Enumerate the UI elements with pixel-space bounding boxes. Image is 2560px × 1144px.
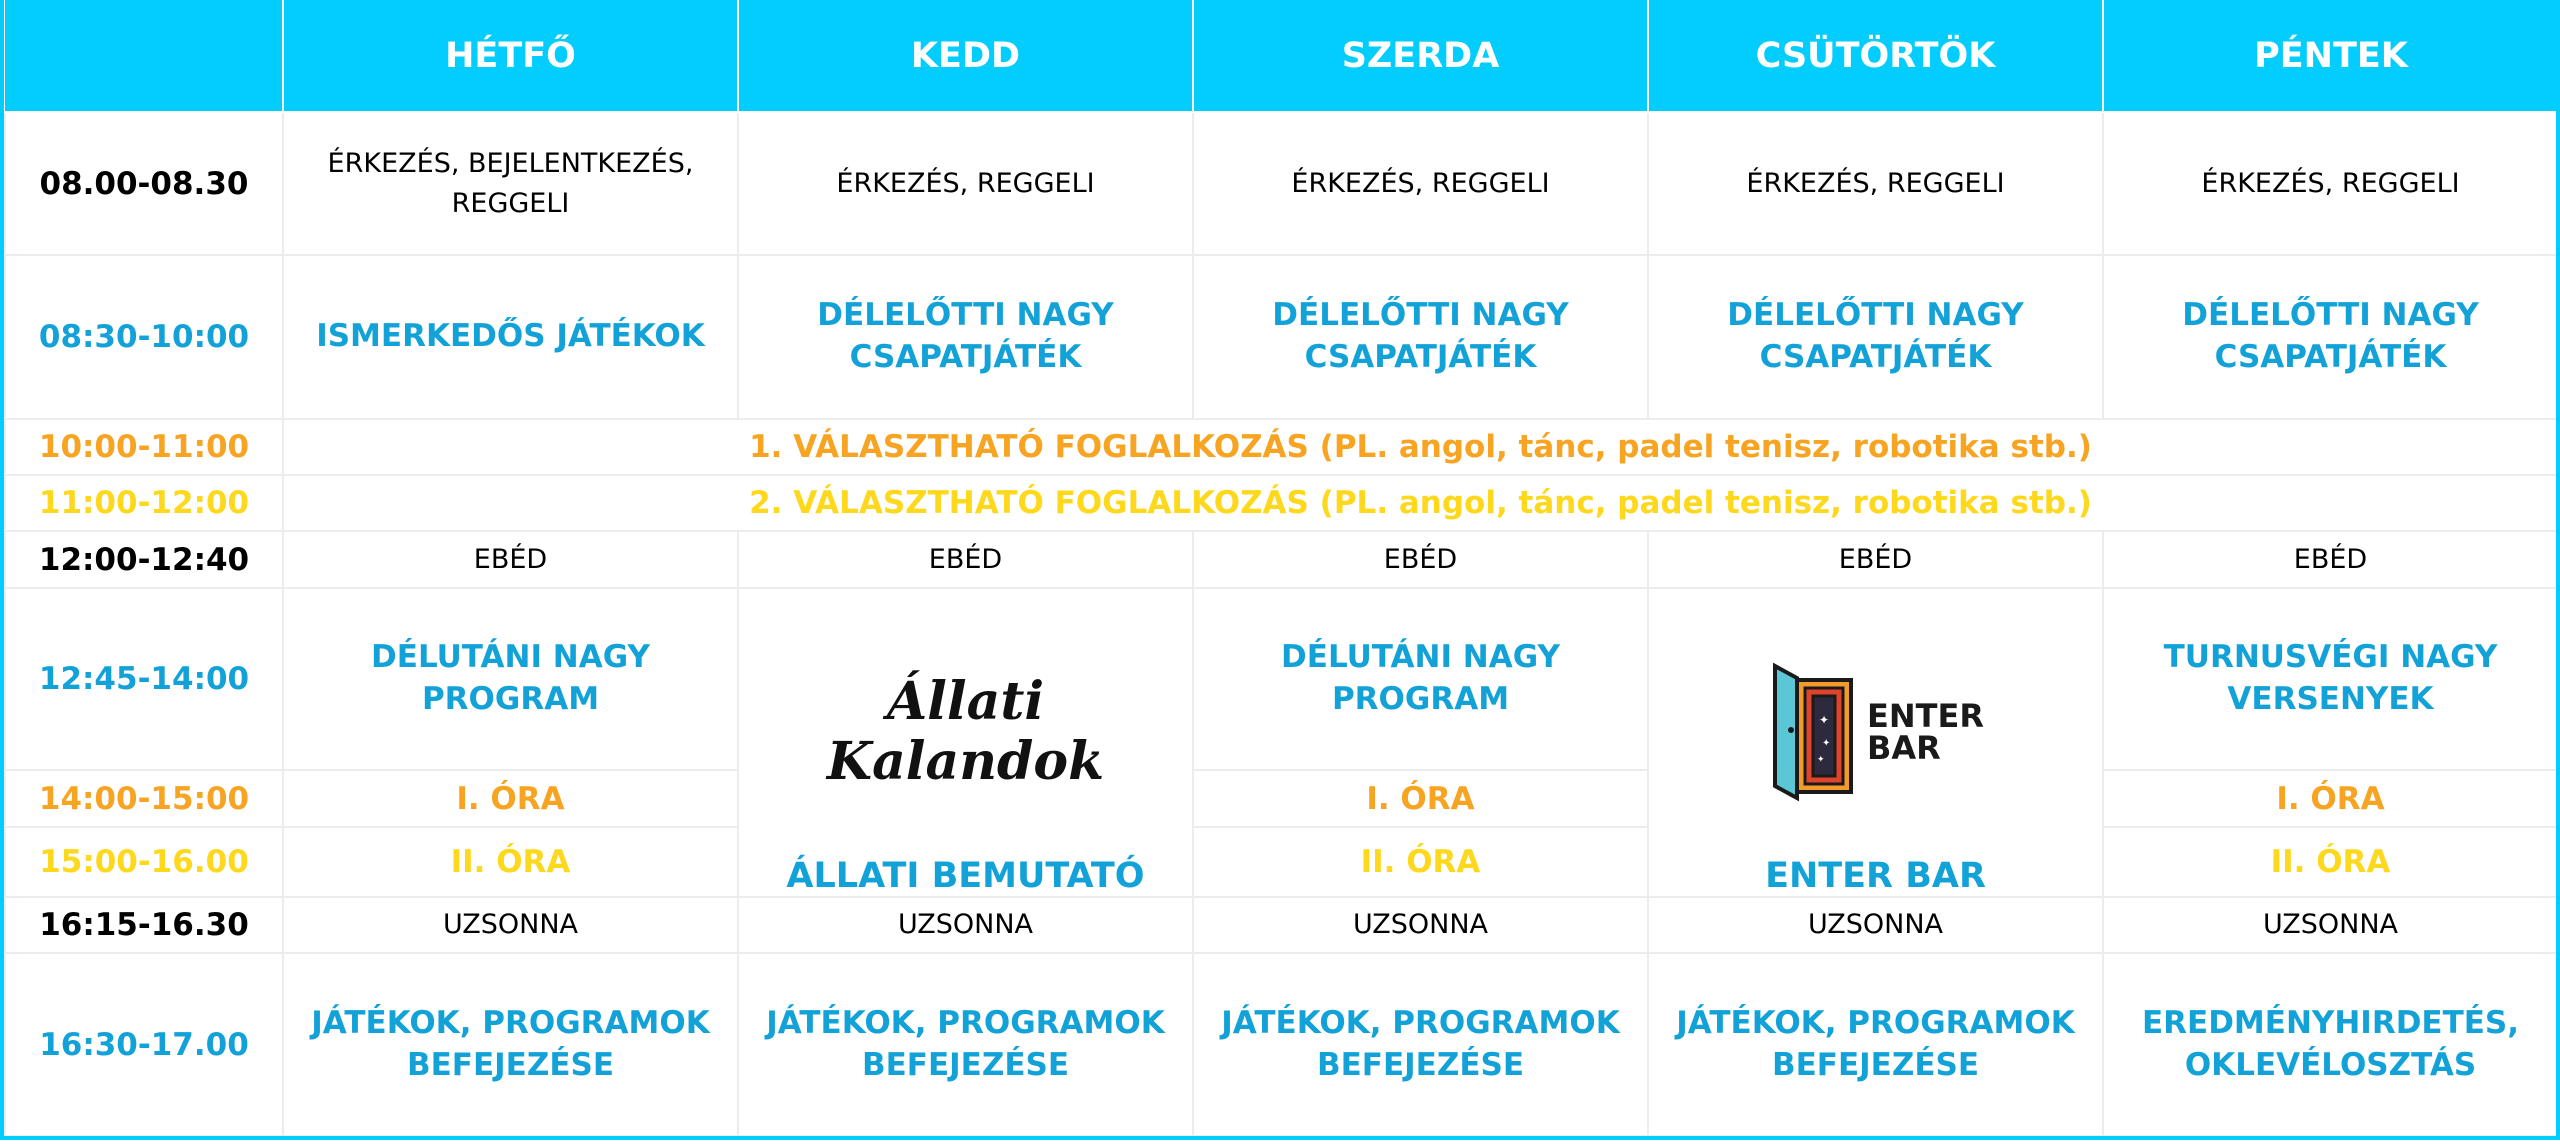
activity-cell-tuesday: ÉRKEZÉS, REGGELI	[738, 112, 1193, 255]
header-day-monday: HÉTFŐ	[283, 0, 738, 112]
schedule-row	[5, 588, 2558, 770]
time-slot: 15:00-16.00	[5, 827, 283, 897]
activity-cell-wednesday: EBÉD	[1193, 531, 1648, 588]
schedule-row	[5, 419, 2558, 475]
activity-cell-monday: ÉRKEZÉS, BEJELENTKEZÉS, REGGELI	[283, 112, 738, 255]
time-slot: 16:15-16.30	[5, 897, 283, 953]
logo-text-line2: BAR	[1867, 728, 1941, 767]
header-corner	[5, 0, 283, 112]
activity-cell-friday: I. ÓRA	[2103, 770, 2558, 827]
enter-bar-logo	[1659, 629, 2092, 834]
activity-cell-wednesday: DÉLELŐTTI NAGY CSAPATJÁTÉK	[1193, 255, 1648, 419]
activity-cell-wednesday: UZSONNA	[1193, 897, 1648, 953]
schedule-row	[5, 770, 2558, 827]
schedule-row	[5, 827, 2558, 897]
activity-cell-thursday: ÉRKEZÉS, REGGELI	[1648, 112, 2103, 255]
activity-cell-wednesday: ÉRKEZÉS, REGGELI	[1193, 112, 1648, 255]
activity-cell-monday: DÉLUTÁNI NAGY PROGRAM	[283, 588, 738, 770]
activity-cell-friday: EREDMÉNYHIRDETÉS, OKLEVÉLOSZTÁS	[2103, 953, 2558, 1136]
time-slot: 14:00-15:00	[5, 770, 283, 827]
time-slot: 08:30-10:00	[5, 255, 283, 419]
activity-cell-thursday: UZSONNA	[1648, 897, 2103, 953]
schedule-row	[5, 255, 2558, 419]
elective-activity-1: 1. VÁLASZTHATÓ FOGLALKOZÁS (PL. angol, tánc, padel tenisz, robotika stb.)	[283, 419, 2558, 475]
activity-cell-tuesday-merged	[738, 588, 1193, 897]
logo-text-line1: Állati	[886, 670, 1045, 732]
activity-cell-monday: JÁTÉKOK, PROGRAMOK BEFEJEZÉSE	[283, 953, 738, 1136]
activity-cell-friday: ÉRKEZÉS, REGGELI	[2103, 112, 2558, 255]
time-slot: 16:30-17.00	[5, 953, 283, 1136]
activity-cell-tuesday: DÉLELŐTTI NAGY CSAPATJÁTÉK	[738, 255, 1193, 419]
enter-bar-label: ENTER BAR	[1765, 856, 1986, 896]
svg-text:✦: ✦	[1819, 712, 1830, 727]
activity-cell-wednesday: DÉLUTÁNI NAGY PROGRAM	[1193, 588, 1648, 770]
time-slot: 12:45-14:00	[5, 588, 283, 770]
activity-cell-friday: TURNUSVÉGI NAGY VERSENYEK	[2103, 588, 2558, 770]
logo-text-line1: ENTER	[1867, 696, 1984, 735]
schedule-row	[5, 897, 2558, 953]
svg-text:✦: ✦	[1822, 737, 1831, 749]
activity-cell-thursday-merged	[1648, 588, 2103, 897]
activity-cell-monday: I. ÓRA	[283, 770, 738, 827]
activity-cell-wednesday: JÁTÉKOK, PROGRAMOK BEFEJEZÉSE	[1193, 953, 1648, 1136]
schedule-row	[5, 112, 2558, 255]
schedule-row	[5, 531, 2558, 588]
activity-cell-friday: UZSONNA	[2103, 897, 2558, 953]
schedule-row	[5, 953, 2558, 1136]
header-day-wednesday: SZERDA	[1193, 0, 1648, 112]
activity-cell-tuesday: JÁTÉKOK, PROGRAMOK BEFEJEZÉSE	[738, 953, 1193, 1136]
time-slot: 11:00-12:00	[5, 475, 283, 531]
activity-cell-friday: II. ÓRA	[2103, 827, 2558, 897]
activity-cell-monday: UZSONNA	[283, 897, 738, 953]
activity-cell-monday: II. ÓRA	[283, 827, 738, 897]
activity-cell-thursday: DÉLELŐTTI NAGY CSAPATJÁTÉK	[1648, 255, 2103, 419]
logo-text-line2: Kalandok	[826, 730, 1105, 792]
header-day-thursday: CSÜTÖRTÖK	[1648, 0, 2103, 112]
activity-cell-thursday: EBÉD	[1648, 531, 2103, 588]
header-day-friday: PÉNTEK	[2103, 0, 2558, 112]
activity-cell-monday: EBÉD	[283, 531, 738, 588]
enter-bar-door-icon	[1767, 662, 1857, 802]
header-day-tuesday: KEDD	[738, 0, 1193, 112]
time-slot: 10:00-11:00	[5, 419, 283, 475]
activity-cell-wednesday: II. ÓRA	[1193, 827, 1648, 897]
elective-activity-2: 2. VÁLASZTHATÓ FOGLALKOZÁS (PL. angol, tánc, padel tenisz, robotika stb.)	[283, 475, 2558, 531]
schedule-row	[5, 475, 2558, 531]
allati-kalandok-logo	[749, 629, 1182, 834]
activity-cell-tuesday: EBÉD	[738, 531, 1193, 588]
activity-cell-tuesday: UZSONNA	[738, 897, 1193, 953]
activity-cell-friday: EBÉD	[2103, 531, 2558, 588]
activity-cell-thursday: JÁTÉKOK, PROGRAMOK BEFEJEZÉSE	[1648, 953, 2103, 1136]
animal-show-label: ÁLLATI BEMUTATÓ	[786, 856, 1145, 896]
time-slot: 12:00-12:40	[5, 531, 283, 588]
activity-cell-wednesday: I. ÓRA	[1193, 770, 1648, 827]
svg-text:✦: ✦	[1817, 754, 1825, 765]
header-row	[5, 0, 2558, 112]
activity-cell-monday: ISMERKEDŐS JÁTÉKOK	[283, 255, 738, 419]
activity-cell-friday: DÉLELŐTTI NAGY CSAPATJÁTÉK	[2103, 255, 2558, 419]
time-slot: 08.00-08.30	[5, 112, 283, 255]
weekly-schedule-table	[4, 0, 2559, 1137]
